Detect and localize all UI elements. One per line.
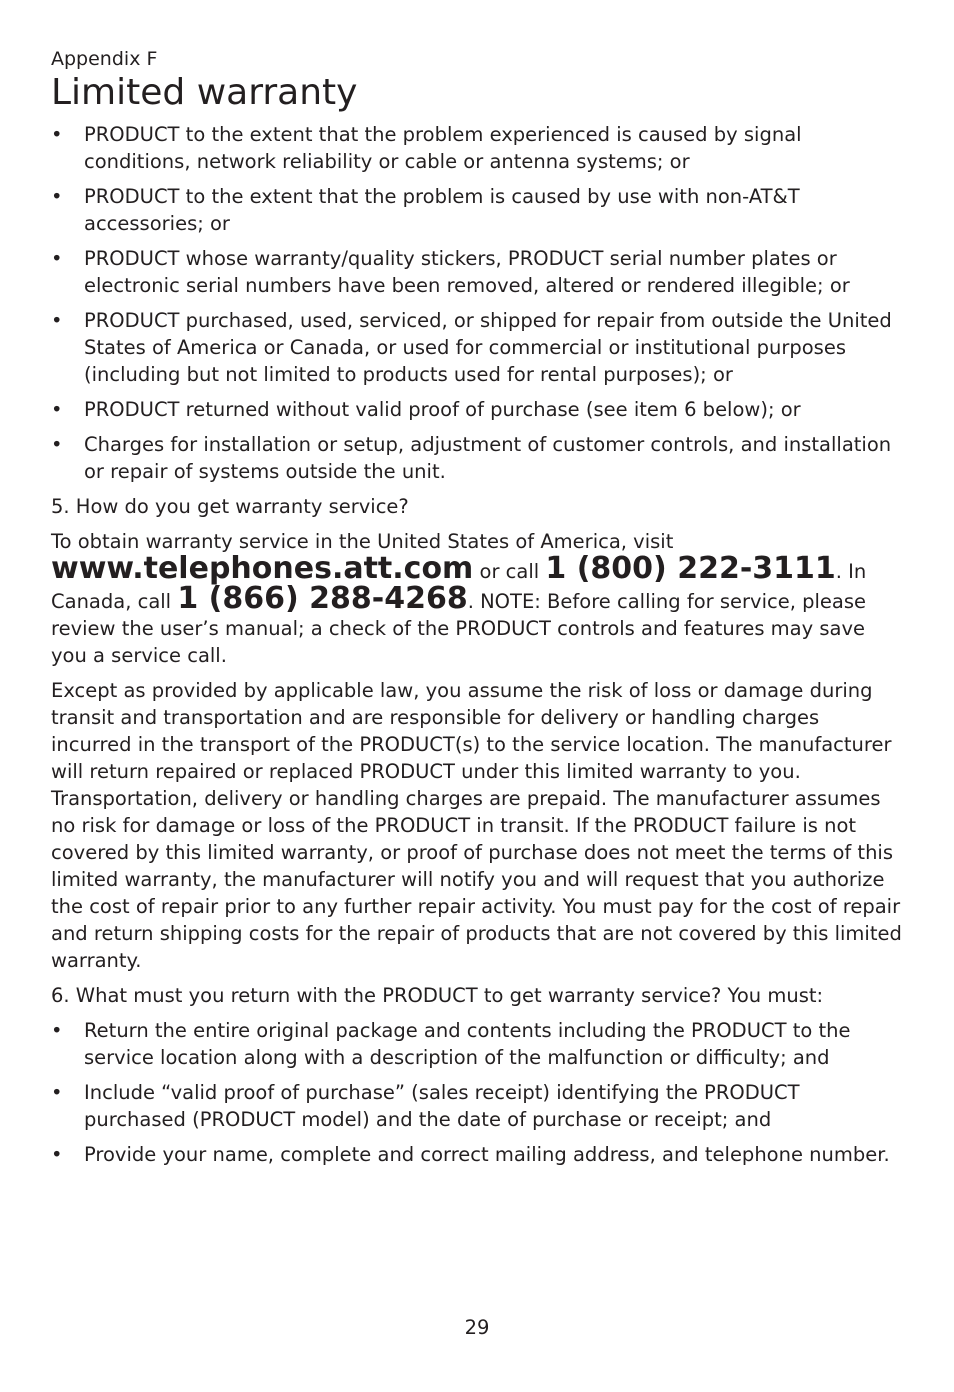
bullet-icon: •: [51, 309, 63, 332]
appendix-label: Appendix F: [51, 48, 158, 70]
section5-heading: 5. How do you get warranty service?: [51, 495, 409, 518]
website-link[interactable]: www.telephones.att.com: [51, 551, 474, 586]
transport-paragraph: Except as provided by applicable law, you assume the risk of loss or damage during transit and transportation and are responsible for delivery or handling charges incurred in the transport of the PRODUCT(s) to the service location. The manufacturer will return repaired or replaced PRODUCT under this limited warranty to you. Transportation, delivery or handling charges are prepaid. The manufacturer assumes no risk for damage or loss of the PRODUCT in transit. If the PRODUCT failure is not covered by this limited warranty, or proof of purchase does not meet the terms of this limited warranty, the manufacturer will notify you and will request that you authorize the cost of repair prior to any further repair activity. You must pay for the cost of repair and return shipping costs for the repair of products that are not covered by this limited warranty.: [51, 679, 902, 972]
bullet-icon: •: [51, 398, 63, 421]
list-item-text: Charges for installation or setup, adjustment of customer controls, and installation or repair of systems outside the unit.: [84, 433, 892, 483]
list-item-text: PRODUCT purchased, used, serviced, or shipped for repair from outside the United States of America or Canada, or used for commercial or institutional purposes (including but not limited to products used for rental purposes); or: [84, 309, 892, 386]
exclusions-list: [51, 121, 903, 485]
bullet-icon: •: [51, 185, 63, 208]
list-item: [51, 307, 903, 388]
bullet-icon: •: [51, 1019, 63, 1042]
list-item: [51, 1141, 903, 1168]
bullet-icon: •: [51, 433, 63, 456]
canada-text: . In Canada, call: [51, 560, 867, 613]
list-item: [51, 183, 903, 237]
list-item: [51, 431, 903, 485]
list-item-text: Provide your name, complete and correct mailing address, and telephone number.: [84, 1143, 890, 1166]
list-item-text: PRODUCT whose warranty/quality stickers, PRODUCT serial number plates or electronic serial numbers have been removed, altered or rendered illegible; or: [84, 247, 850, 297]
page-title: Limited warranty: [51, 72, 358, 113]
bullet-icon: •: [51, 123, 63, 146]
page-number: 29: [464, 1316, 490, 1339]
canada-phone-number[interactable]: 1 (866) 288-4268: [177, 581, 468, 616]
bullet-icon: •: [51, 1081, 63, 1104]
list-item-text: Include “valid proof of purchase” (sales receipt) identifying the PRODUCT purchased (PRODUCT model) and the date of purchase or receipt; and: [84, 1081, 800, 1131]
service-note: . NOTE: Before calling for service, please review the user’s manual; a check of the PRODUCT controls and features may save you a service call.: [51, 590, 867, 667]
list-item-text: Return the entire original package and contents including the PRODUCT to the service location along with a description of the malfunction or difficulty; and: [84, 1019, 851, 1069]
list-item: [51, 1017, 903, 1071]
list-item: [51, 121, 903, 175]
bullet-icon: •: [51, 247, 63, 270]
list-item-text: PRODUCT to the extent that the problem experienced is caused by signal conditions, network reliability or cable or antenna systems; or: [84, 123, 802, 173]
list-item: [51, 245, 903, 299]
page-content: [51, 47, 903, 1176]
or-call-text: or call: [473, 560, 546, 583]
list-item: [51, 1079, 903, 1133]
service-intro: To obtain warranty service in the United States of America, visit: [51, 530, 674, 553]
requirements-list: [51, 1017, 903, 1168]
list-item-text: PRODUCT returned without valid proof of purchase (see item 6 below); or: [84, 398, 801, 421]
list-item-text: PRODUCT to the extent that the problem is caused by use with non-AT&T accessories; or: [84, 185, 800, 235]
warranty-body: [51, 121, 903, 1168]
service-contact-paragraph: [51, 528, 903, 669]
list-item: [51, 396, 903, 423]
us-phone-number[interactable]: 1 (800) 222-3111: [545, 551, 836, 586]
section6-heading: 6. What must you return with the PRODUCT to get warranty service? You must:: [51, 984, 824, 1007]
bullet-icon: •: [51, 1143, 63, 1166]
